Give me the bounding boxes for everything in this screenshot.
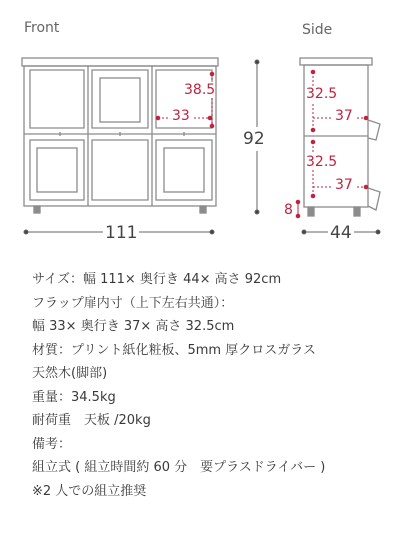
side-flap-upper	[368, 120, 380, 140]
side-upper-height-dot-top	[311, 70, 315, 74]
depth-dot-right	[376, 230, 380, 234]
side-lower-height-dot-top	[311, 140, 315, 144]
side-leg-right	[354, 207, 360, 216]
leg-height-label: 8	[284, 202, 293, 218]
side-upper-depth-label: 37	[335, 108, 353, 124]
dimension-diagram	[0, 0, 420, 250]
leg-height-dot-top	[296, 200, 300, 204]
front-panel-lower-left	[37, 148, 77, 192]
side-upper-height-dot-bottom	[311, 128, 315, 132]
front-view-label: Front	[24, 20, 60, 36]
height-dot-bottom	[255, 210, 259, 214]
front-flap-width-label: 33	[172, 108, 190, 124]
front-flap-height-dot-bottom	[210, 124, 214, 128]
front-leg-right	[200, 206, 206, 213]
front-panel-lower-right	[164, 148, 204, 192]
height-dot-top	[255, 60, 259, 64]
side-top-board	[300, 58, 372, 65]
side-lower-height-label: 32.5	[306, 154, 338, 170]
side-view-label: Side	[302, 22, 333, 38]
front-flap-width-dot-right	[208, 116, 212, 120]
spec-assembly-note: ※2 人での組立推奨	[32, 483, 147, 499]
front-flap-height-label: 38.5	[184, 82, 216, 98]
spec-material: 材質：プリント紙化粧板、5mm 厚クロスガラス	[32, 342, 316, 358]
side-lower-height-dot-bottom	[311, 194, 315, 198]
spec-list	[32, 268, 412, 503]
front-leg-left	[34, 206, 40, 213]
spec-material-legs: 天然木(脚部)	[32, 366, 108, 381]
front-flap-lower-middle	[92, 140, 148, 200]
front-flap-upper-left	[30, 70, 84, 128]
spec-load: 耐荷重 天板 /20kg	[32, 413, 151, 428]
front-flap-lower-left	[30, 140, 84, 200]
front-flap-height-dot-top	[210, 72, 214, 76]
height-label: 92	[243, 129, 265, 149]
diagram-svg	[0, 0, 420, 250]
front-flap-width-dot-left	[156, 116, 160, 120]
spec-flap-heading: フラップ扉内寸（上下左右共通）：	[32, 295, 234, 311]
spec-assembly: 組立式 ( 組立時間約 60 分 要プラスドライバー )	[32, 460, 326, 475]
side-leg-left	[308, 207, 314, 216]
width-dot-left	[24, 230, 28, 234]
front-glass-window	[100, 78, 140, 122]
depth-label: 44	[330, 223, 352, 243]
side-upper-height-label: 32.5	[306, 86, 338, 102]
spec-size: サイズ：幅 111× 奥行き 44× 高さ 92cm	[32, 272, 282, 287]
width-label: 111	[105, 223, 138, 243]
side-flap-lower	[368, 188, 380, 210]
side-lower-depth-label: 37	[335, 177, 353, 193]
width-dot-right	[210, 230, 214, 234]
spec-flap-size: 幅 33× 奥行き 37× 高さ 32.5cm	[32, 319, 235, 334]
spec-notes-heading: 備考：	[32, 436, 72, 452]
spec-weight: 重量：34.5kg	[32, 389, 116, 405]
depth-dot-left	[302, 230, 306, 234]
leg-height-dot-bottom	[296, 214, 300, 218]
side-upper-depth-dot-right	[364, 116, 368, 120]
front-overall-dimensions	[24, 60, 259, 234]
side-lower-depth-dot-right	[364, 185, 368, 189]
front-top-board	[22, 58, 218, 66]
